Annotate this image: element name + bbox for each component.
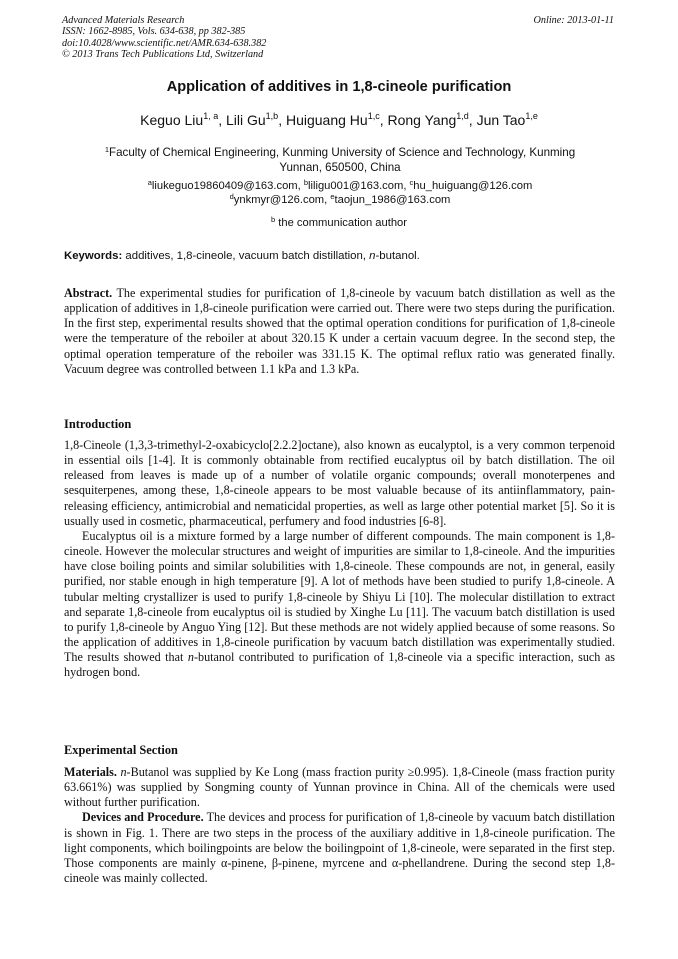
author-name: Lili Gu bbox=[225, 112, 266, 128]
email-mark: a bbox=[147, 178, 152, 187]
intro-paragraph-1: 1,8-Cineole (1,3,3-trimethyl-2-oxabicyclo[2.2.2]octane), also known as eucalyptol, is a very common terpenoid in essential oils [1-4]. It is commonly obtainable from rectified eucalyptus oil by batch distillation. The oil released from leaves is made up of a number of volatile organic compounds; overall monoterpenes and sesquiterpenes, among these, 1,8-cineole appears to be most valuable because of its antiinflammatory, pain-releasing efficiency, antimicrobial and nematicidal properties, as well as large other potential market [5]. So it is usually used in cosmetic, pharmaceutical, perfumery and food industries [6-8]. bbox=[64, 438, 615, 528]
email-address[interactable]: liligu001@163.com, bbox=[308, 180, 410, 192]
author-affil-mark: 1,d bbox=[456, 111, 469, 121]
email-address[interactable]: taojun_1986@163.com bbox=[334, 193, 451, 206]
online-date: Online: 2013-01-11 bbox=[533, 15, 614, 26]
paper-title: Application of additives in 1,8-cineole purification bbox=[166, 79, 512, 95]
email-list bbox=[60, 180, 620, 207]
keywords-italic: n bbox=[369, 250, 376, 262]
keywords-text: additives, 1,8-cineole, vacuum batch distillation, bbox=[122, 250, 370, 262]
materials-paragraph bbox=[64, 765, 615, 810]
email-address[interactable]: liukeguo19860409@163.com, bbox=[151, 180, 304, 192]
abstract-text: The experimental studies for purification of 1,8-cineole by vacuum batch distillation as well as the application of additives in 1,8-cineole purification were carried out. There were two steps during the purification. In the first step, experimental results showed that the optimal operation conditions for purification of 1,8-cineole were the temperature of the reboiler at about 320.15 K under a certain vacuum degree. In the second step, the optimal operation temperature of the reboiler was 331.15 K. The optimal reflux ratio was generated finally. Vacuum degree was controlled between 1.1 kPa and 1.3 kPa. bbox=[64, 286, 615, 376]
keywords-end: -butanol. bbox=[375, 250, 420, 262]
author-affil-mark: 1, a bbox=[203, 111, 219, 121]
affil-mark: 1 bbox=[104, 145, 109, 154]
email-address[interactable]: ynkmyr@126.com, bbox=[233, 193, 331, 206]
corr-text: the communication author bbox=[275, 217, 407, 229]
affil-line-2: Yunnan, 650500, China bbox=[279, 161, 401, 174]
keywords-label: Keywords: bbox=[64, 250, 123, 262]
intro-p2-end: -butanol contributed to purification of 1,8-cineole via a specific interaction, such as hydrogen bond. bbox=[64, 650, 615, 680]
email-mark: b bbox=[303, 178, 308, 187]
introduction-body bbox=[64, 438, 615, 681]
author-name: Keguo Liu bbox=[140, 112, 204, 128]
devices-paragraph bbox=[64, 810, 615, 886]
abstract bbox=[64, 286, 615, 377]
corresponding-note bbox=[0, 217, 678, 229]
section-heading-experimental: Experimental Section bbox=[64, 743, 178, 757]
email-address[interactable]: hu_huiguang@126.com bbox=[413, 180, 533, 192]
author-affil-mark: 1,e bbox=[525, 111, 538, 121]
intro-p2-italic: n bbox=[187, 650, 194, 665]
author-name: Huiguang Hu bbox=[285, 112, 368, 128]
affiliation bbox=[80, 145, 600, 175]
email-mark: d bbox=[229, 191, 234, 201]
journal-name: Advanced Materials Research bbox=[62, 15, 185, 26]
abstract-label: Abstract. bbox=[64, 286, 113, 300]
email-mark: c bbox=[409, 178, 414, 187]
author-name: Rong Yang bbox=[387, 112, 457, 128]
copyright-line: © 2013 Trans Tech Publications Ltd, Switzerland bbox=[62, 49, 264, 61]
issn-line: ISSN: 1662-8985, Vols. 634-638, pp 382-385 bbox=[62, 26, 246, 38]
corr-mark: b bbox=[270, 215, 276, 224]
author-list: Keguo Liu$^{1, a}$, Lili Gu$^{1,b}$, Huiguang Hu$^{1,c}$, Rong Yang$^{1,d}$, Jun Tao$^{1,e}$ bbox=[140, 111, 538, 128]
materials-label: Materials. bbox=[64, 765, 117, 779]
intro-p2-text: Eucalyptus oil is a mixture formed by a large number of different compounds. The main component is 1,8-cineole. However the molecular structures and weight of impurities are similar to 1,8-cineole. And the impurities have close boiling points and similar solubilities with 1,8-cineole. These compounds are not, in general, easily purified, nor stable enough in high temperature [9]. A lot of methods have been studied to purify 1,8-cineole. A tubular melting crystallizer is used to purify 1,8-cineole by Shiyu Li [10]. The molecular distillation to extract and separate 1,8-cineole from eucalyptus oil is studied by Xinghe Lu [11]. The vacuum batch distillation is used to purify 1,8-cineole by Anguo Ying [12]. But these methods are not widely applied because of some reasons. So the application of additives in 1,8-cineole purification by vacuum batch distillation was experimentally studied. The results showed that bbox=[64, 528, 615, 665]
devices-label: Devices and Procedure. bbox=[82, 810, 204, 825]
author-affil-mark: 1,c bbox=[367, 111, 380, 121]
materials-italic: n bbox=[120, 765, 127, 779]
devices-text: The devices and process for purification of 1,8-cineole by vacuum batch distillation is shown in Fig. 1. There are two steps in the process of the auxiliary additive in 1,8-cineole purification. The light components, which boilingpoints are below the boilingpoint of 1,8-cineole, were separated in the first step. Those components are mainly α-pinene, β-pinene, myrcene and α-phellandrene. During the second step 1,8-cineole was mainly collected. bbox=[64, 810, 615, 886]
materials-text: -Butanol was supplied by Ke Long (mass fraction purity ≥0.995). 1,8-Cineole (mass fraction purity 63.661%) was supplied by Songming county of Yunnan province in China. All of the chemicals were used without further purification. bbox=[64, 765, 615, 810]
intro-paragraph-2 bbox=[64, 529, 615, 681]
experimental-body bbox=[64, 765, 615, 886]
doi-line[interactable]: doi:10.4028/www.scientific.net/AMR.634-638.382 bbox=[62, 37, 267, 49]
keywords bbox=[64, 250, 616, 262]
author-affil-mark: 1,b bbox=[265, 111, 279, 121]
author-name: Jun Tao bbox=[476, 112, 526, 128]
email-mark: e bbox=[330, 191, 335, 201]
journal-header bbox=[62, 15, 266, 61]
section-heading-introduction: Introduction bbox=[64, 417, 132, 431]
affil-line-1: Faculty of Chemical Engineering, Kunming University of Science and Technology, Kunming bbox=[109, 146, 576, 159]
